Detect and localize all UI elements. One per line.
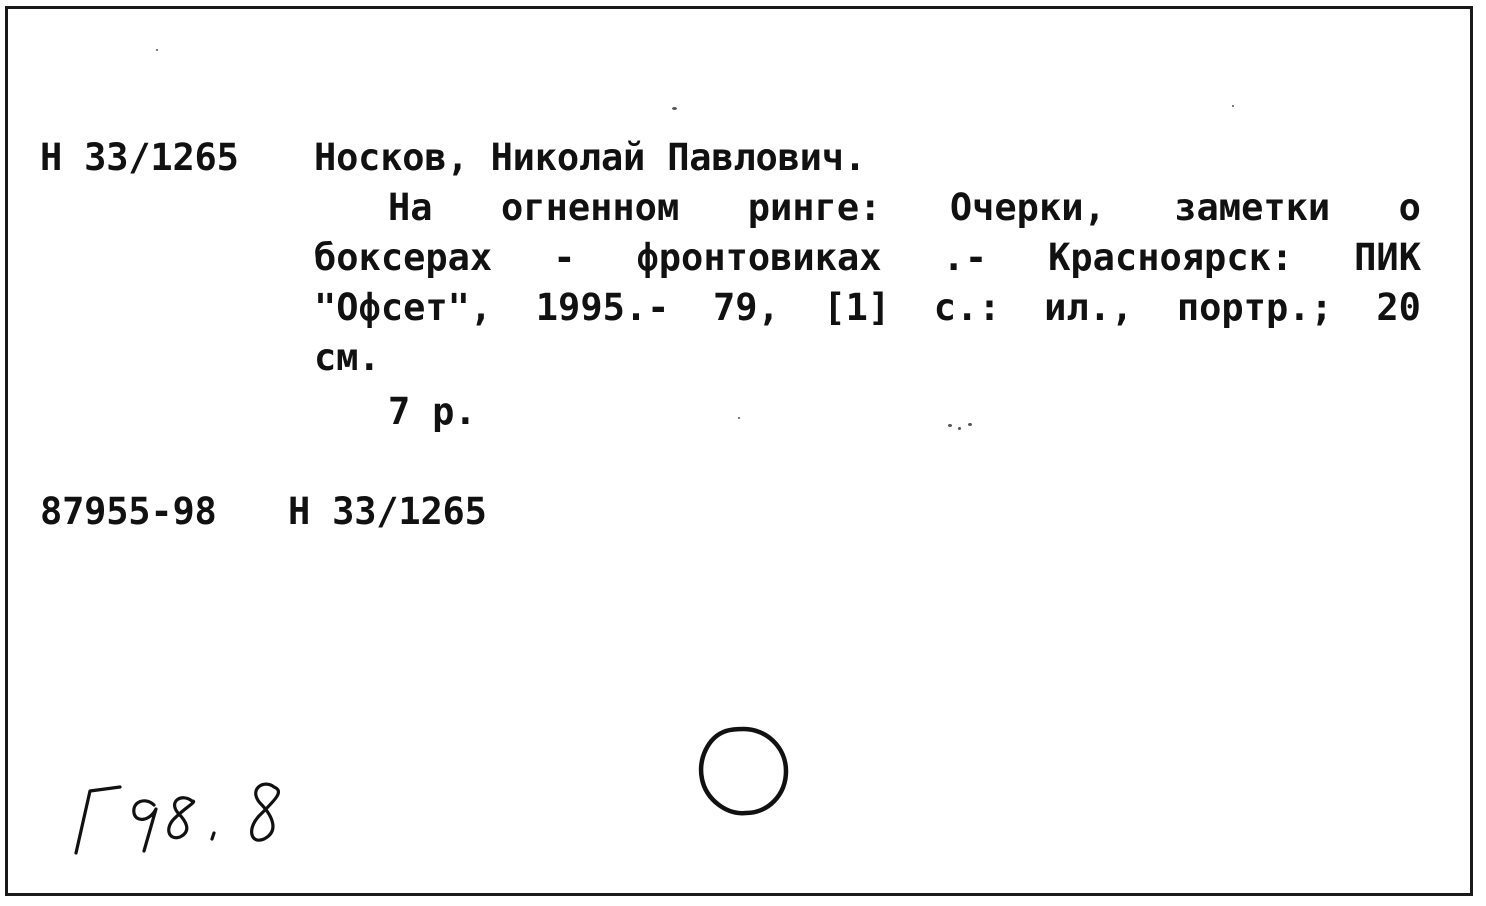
accession-number: 87955-98 xyxy=(40,490,217,533)
description-line-1 xyxy=(388,186,1421,229)
catalog-card xyxy=(5,6,1473,896)
description-word: 20 xyxy=(1376,286,1421,329)
description-word: Красноярск: xyxy=(1048,236,1294,279)
price: 7 р. xyxy=(388,390,477,433)
scan-speck xyxy=(948,424,952,427)
description-word: фронтовиках xyxy=(636,236,882,279)
call-number: Н 33/1265 xyxy=(40,136,239,179)
description-word: 1995.- xyxy=(535,286,670,329)
author-heading: Носков, Николай Павлович. xyxy=(314,136,866,179)
scan-speck xyxy=(156,49,158,51)
description-word: "Офсет", xyxy=(314,286,493,329)
description-word: ил., xyxy=(1044,286,1134,329)
description-line-3 xyxy=(314,286,1421,329)
scan-speck xyxy=(968,423,972,426)
accession-call-number: Н 33/1265 xyxy=(288,490,487,533)
description-word: .- xyxy=(942,236,988,279)
description-word: - xyxy=(553,236,576,279)
punch-hole xyxy=(696,723,792,819)
description-word: заметки xyxy=(1174,186,1331,229)
scan-speck xyxy=(958,427,961,430)
description-word: ПИК xyxy=(1354,236,1421,279)
description-word: На xyxy=(388,186,433,229)
description-word: с.: xyxy=(933,286,1001,329)
description-word: Очерки, xyxy=(949,186,1106,229)
description-word: портр.; xyxy=(1176,286,1333,329)
scan-speck xyxy=(738,417,740,419)
scan-speck xyxy=(672,107,677,110)
scan-speck xyxy=(1232,105,1234,107)
description-line-2 xyxy=(314,236,1421,279)
description-line-4: см. xyxy=(314,336,381,379)
description-word: ринге: xyxy=(747,186,882,229)
description-word: [1] xyxy=(823,286,891,329)
description-word: 79, xyxy=(713,286,780,329)
description-word: огненном xyxy=(501,186,680,229)
description-word: о xyxy=(1398,186,1421,229)
description-word: боксерах xyxy=(314,236,493,279)
handwritten-classification xyxy=(68,771,318,861)
